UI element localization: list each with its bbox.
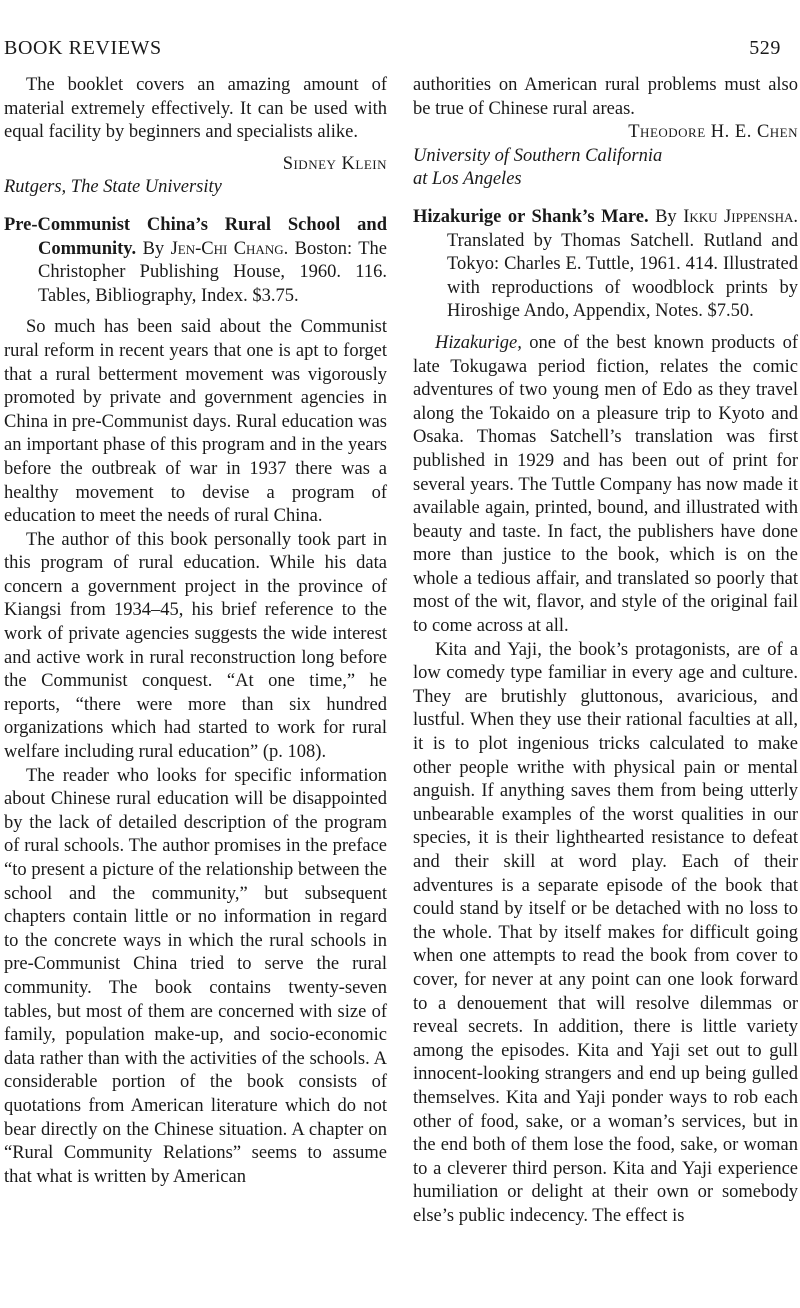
review-paragraph: So much has been said about the Communist rural reform in recent years that one is apt to forget that a rural betterment movement was vigorously promoted by private and government agencies in China in pre-Communist days. Rural education was an important phase of this program and in the years before the outbreak of war in 1937 there was a healthy movement to devise a program of education to meet the needs of rural China. [4, 317, 387, 527]
book-by: By [136, 238, 171, 259]
book-author: Ikku Jippensha [683, 206, 794, 227]
page-number: 529 [749, 37, 781, 59]
review-paragraph-continued: authorities on American rural problems must also be true of Chinese rural areas. [413, 75, 798, 119]
left-column [4, 74, 387, 1189]
reviewer-affiliation: Rutgers, The State University [4, 177, 222, 198]
book-entry-rural-school [4, 214, 387, 308]
reviewer-signature: Sidney Klein [282, 153, 387, 174]
italic-title: Hizakurige, [435, 332, 522, 353]
book-by: By [648, 206, 684, 227]
reviewer-signature: Theodore H. E. Chen [628, 122, 798, 143]
book-entry-hizakurige [413, 206, 798, 324]
running-head-title: BOOK REVIEWS [4, 37, 162, 59]
review-paragraph: The author of this book personally took part in this program of rural education. While his data concern a government project in the province of Kiangsi from 1934–45, his brief reference to the work of private agencies suggests the wide interest and active work in rural reconstruction long before the Communist conquest. “At one time,” he reports, “there were more than six hundred organizations which had started to work for rural welfare including rural education” (p. 108). [4, 529, 387, 763]
reviewer-affiliation-city: at Los Angeles [413, 169, 522, 190]
review-paragraph: The reader who looks for specific information about Chinese rural education will be disappointed by the lack of detailed description of the program of rural schools. The author promises in the preface “to present a picture of the relationship between the school and the community,” but subsequent chapters contain little or no information in regard to the concrete ways in which the rural schools in pre-Communist China tried to serve the rural community. The book contains twenty-seven tables, but most of them are concerned with size of family, population make-up, and socio-economic data rather than with the activities of the schools. A considerable portion of the book consists of quotations from American literature which do not bear directly on the Chinese situation. A chapter on “Rural Community Relations” seems to assume that what is written by American [4, 765, 387, 1187]
review-paragraph [413, 332, 798, 639]
right-column [413, 74, 798, 1229]
paragraph-text: one of the best known products of late Tokugawa period fiction, relates the comic adventures of two young men of Edo as they travel along the Tokaido on a pleasure trip to Kyoto and Osaka. Thomas Satchell’s translation was first published in 1929 and has been out of print for several years. The Tuttle Company has now made it available again, printed, bound, and illustrated with beauty and taste. In fact, the publishers have done more than justice to the book, which is on the whole a tedious affair, and translated so poorly that most of the wit, flavor, and style of the original fail to come across at all. [413, 332, 798, 637]
running-head [4, 37, 781, 67]
book-details: . Boston: The Christopher Publishing House, 1960. 116. Tables, Bibliography, Index. $3.75. [38, 238, 388, 306]
review-closing-paragraph: The booklet covers an amazing amount of material extremely effectively. It can be used with equal facility by beginners and specialists alike. [4, 75, 387, 143]
book-details: . Translated by Thomas Satchell. Rutland and Tokyo: Charles E. Tuttle, 1961. 414. Illustrated with reproductions of woodblock prints by Hiroshige Ando, Appendix, Notes. $7.50. [447, 206, 799, 322]
review-paragraph: Kita and Yaji, the book’s protagonists, are of a low comedy type familiar in every age and culture. They are brutishly gluttonous, avaricious, and lustful. When they use their rational faculties at all, it is to plot ingenious tricks calculated to make other people writhe with physical pain or mental anguish. If anything saves them from being utterly unbearable examples of the worst qualities in our species, it is their lighthearted resistance to defeat and their skill at word play. Each of their adventures is a separate episode of the book that could stand by itself or be detached with no loss to the whole. That by itself makes for difficult going when one attempts to read the book from cover to cover, for never at any point can one look forward to a denouement that will resolve dilemmas or reveal secrets. In addition, there is little variety among the episodes. Kita and Yaji set out to gull innocent-looking strangers and end up being gulled themselves. Kita and Yaji ponder ways to rob each other of food, sake, or a woman’s services, but in the end both of them lose the food, sake, or woman to a cleverer third person. Kita and Yaji experience humiliation or delight at their own or somebody else’s public indecency. The effect is [413, 639, 798, 1226]
book-title: Hizakurige or Shank’s Mare. [413, 206, 649, 227]
reviewer-affiliation: University of Southern California [413, 145, 663, 166]
book-title: Pre-Communist China’s Rural School and Community. [4, 214, 387, 259]
book-author: Jen-Chi Chang [170, 238, 284, 259]
